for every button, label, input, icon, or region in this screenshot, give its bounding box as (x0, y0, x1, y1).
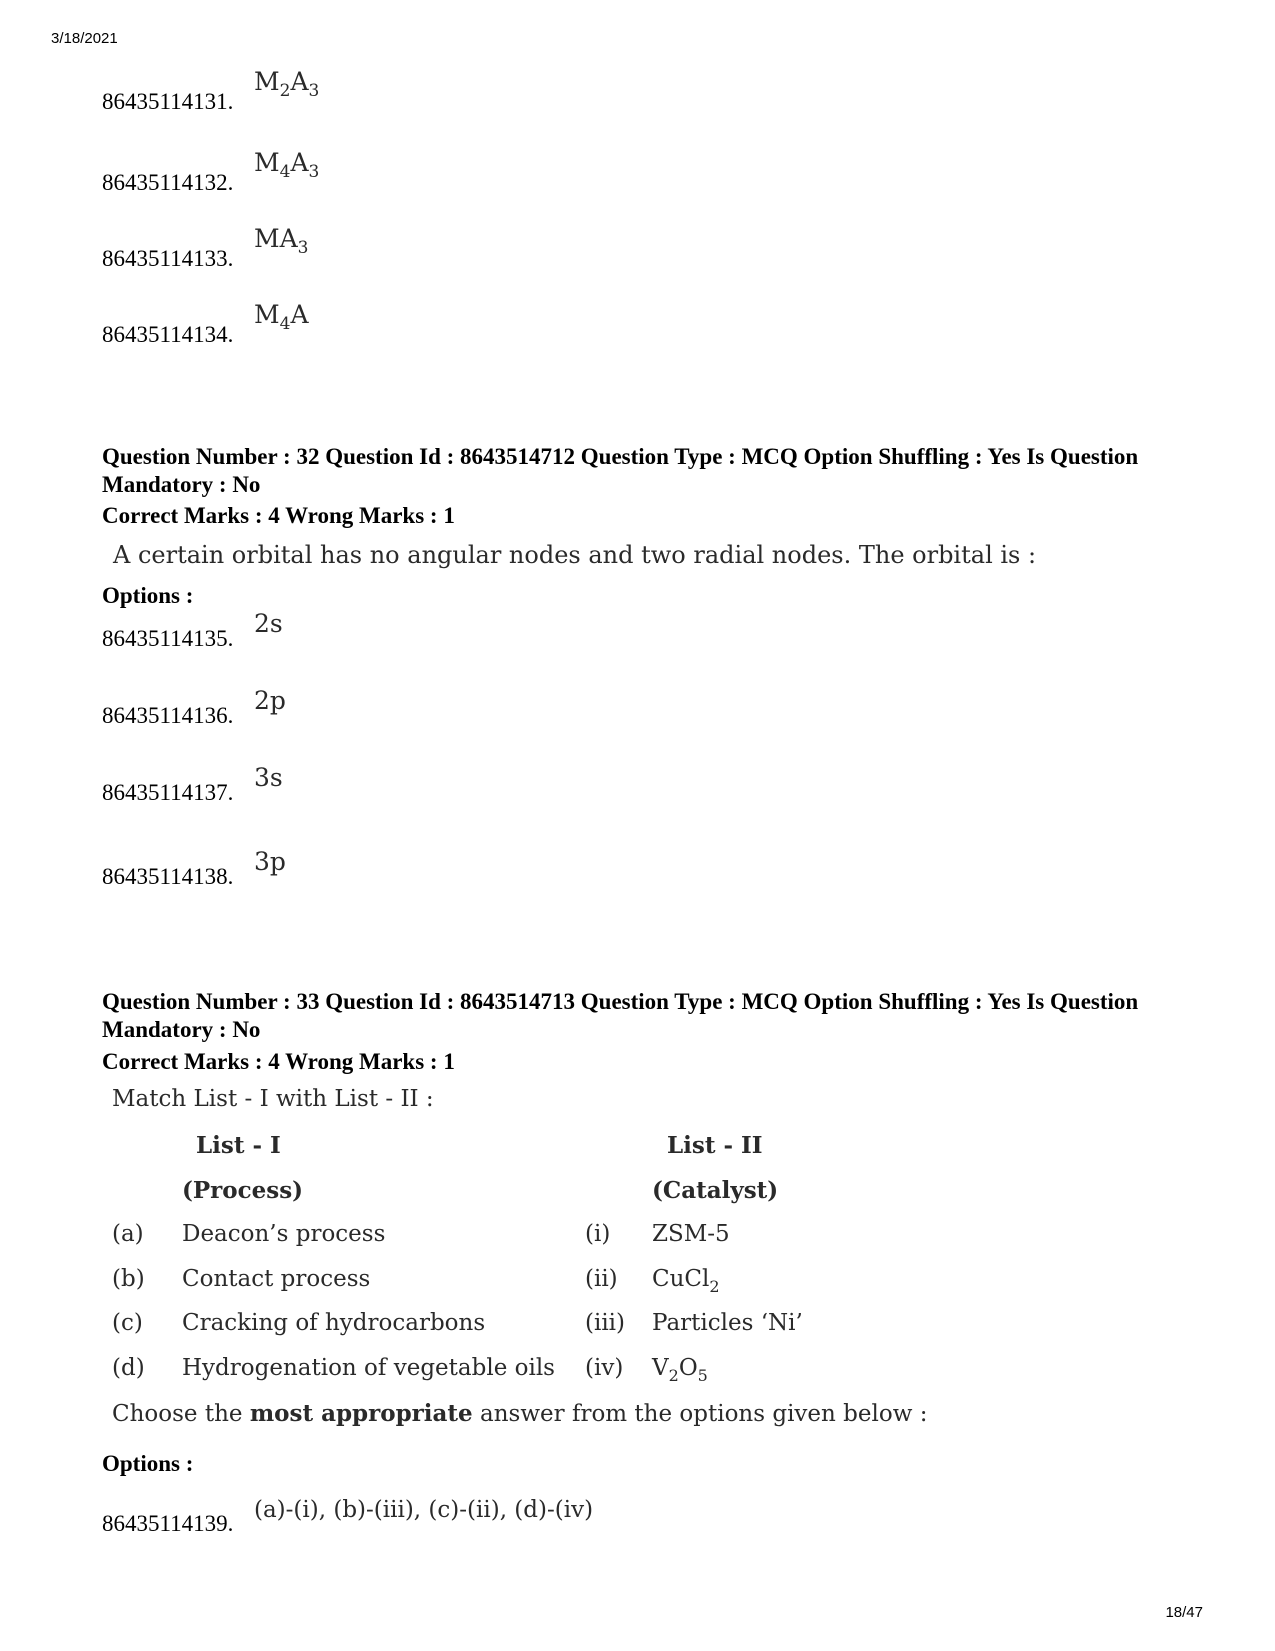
option-id: 86435114135. (102, 626, 234, 651)
question-marks: Correct Marks : 4 Wrong Marks : 1 (102, 1049, 455, 1074)
match-intro: Match List - I with List - II : (112, 1086, 434, 1112)
list1-value: Deacon’s process (182, 1221, 386, 1247)
question-text: A certain orbital has no angular nodes and two radial nodes. The orbital is : (113, 541, 1037, 569)
print-date: 3/18/2021 (51, 30, 118, 47)
option-id: 86435114136. (102, 703, 234, 728)
list1-key: (c) (112, 1310, 143, 1336)
list2-subtitle: (Catalyst) (652, 1177, 779, 1204)
list2-title: List - II (667, 1132, 763, 1159)
list2-value: Particles ‘Ni’ (652, 1310, 803, 1336)
option-formula: $M_4A$ (254, 300, 309, 334)
option-id: 86435114131. (102, 89, 234, 114)
question-header: Question Number : 33 Question Id : 8643514713 Question Type : MCQ Option Shuffling : Yes Is Question Mandatory : No (102, 989, 1139, 1042)
list1-key: (a) (112, 1221, 144, 1247)
option-value: 2p (254, 686, 286, 715)
options-label: Options : (102, 583, 194, 608)
option-id: 86435114134. (102, 322, 234, 347)
list2-key: (i) (585, 1221, 611, 1247)
options-label: Options : (102, 1451, 194, 1476)
option-id: 86435114132. (102, 170, 234, 195)
list2-value: ZSM-5 (652, 1221, 730, 1247)
list2-key: (iv) (585, 1355, 624, 1381)
option-value: 3s (254, 763, 283, 792)
option-id: 86435114133. (102, 246, 234, 271)
list1-value: Cracking of hydrocarbons (182, 1310, 486, 1336)
list2-value: CuCl$_2$ (652, 1266, 720, 1296)
option-id: 86435114137. (102, 780, 234, 805)
option-formula: $M_4A_3$ (254, 148, 320, 182)
option-value: (a)-(i), (b)-(iii), (c)-(ii), (d)-(iv) (254, 1497, 594, 1523)
option-value: 2s (254, 609, 283, 638)
list1-title: List - I (196, 1132, 281, 1159)
option-formula: $MA_3$ (254, 224, 309, 258)
list1-value: Contact process (182, 1266, 371, 1292)
question-header: Question Number : 32 Question Id : 8643514712 Question Type : MCQ Option Shuffling : Yes Is Question Mandatory : No (102, 444, 1139, 497)
list1-key: (d) (112, 1355, 145, 1381)
list1-key: (b) (112, 1266, 145, 1292)
list2-key: (iii) (585, 1310, 626, 1336)
option-id: 86435114139. (102, 1511, 234, 1536)
question-marks: Correct Marks : 4 Wrong Marks : 1 (102, 503, 455, 528)
list2-key: (ii) (585, 1266, 618, 1292)
list1-subtitle: (Process) (182, 1177, 304, 1204)
option-id: 86435114138. (102, 864, 234, 889)
page-number: 18/47 (1165, 1604, 1203, 1621)
option-formula: $M_2A_3$ (254, 67, 320, 101)
list2-value: $V_2O_5$ (652, 1355, 708, 1385)
option-value: 3p (254, 847, 286, 876)
choose-instruction: Choose the most appropriate answer from the options given below : (112, 1400, 928, 1427)
list1-value: Hydrogenation of vegetable oils (182, 1355, 555, 1381)
